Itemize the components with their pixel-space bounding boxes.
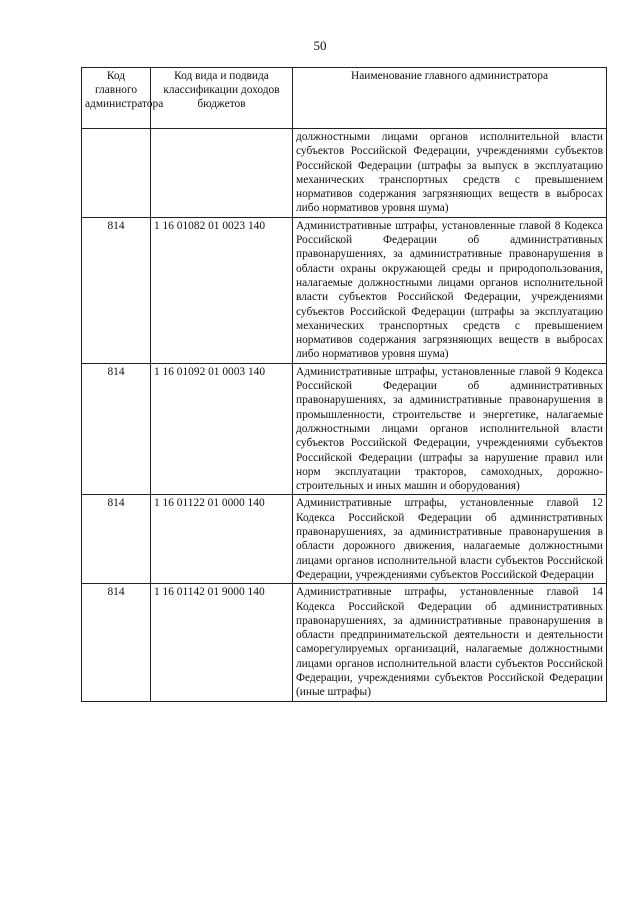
row-admin-code: 814 [82, 363, 151, 495]
row-income-code: 1 16 01092 01 0003 140 [151, 363, 293, 495]
header-admin-code: Код главного администратора [82, 68, 151, 129]
row-admin-name: Административные штрафы, установленные главой 12 Кодекса Российской Федерации об административных правонарушениях, за административные правонарушения в области дорожного движения, налагаемые должностными лицами органов исполнительной власти субъектов Российской Федерации, учреждениями субъектов Российской Федерации [293, 495, 607, 584]
row-income-code [151, 129, 293, 218]
row-admin-code: 814 [82, 495, 151, 584]
table-row [82, 495, 607, 584]
table-row [82, 584, 607, 701]
header-row [82, 68, 607, 129]
row-admin-name: Административные штрафы, установленные главой 14 Кодекса Российской Федерации об административных правонарушениях, за административные правонарушения в области предпринимательской деятельности и деятельности саморегулируемых организаций, налагаемые должностными лицами органов исполнительной власти субъектов Российской Федерации, учреждениями субъектов Российской Федерации (иные штрафы) [293, 584, 607, 701]
row-admin-name: Административные штрафы, установленные главой 9 Кодекса Российской Федерации об административных правонарушениях, за административные правонарушения в промышленности, строительстве и энергетике, налагаемые должностными лицами органов исполнительной власти субъектов Российской Федерации, учреждениями субъектов Российской Федерации (штрафы за нарушение правил или норм эксплуатации тракторов, самоходных, дорожно-строительных и иных машин и оборудования) [293, 363, 607, 495]
table-row [82, 217, 607, 363]
header-income-code: Код вида и подвида классификации доходов бюджетов [151, 68, 293, 129]
table-row [82, 129, 607, 218]
row-admin-name: должностными лицами органов исполнительной власти субъектов Российской Федерации, учреждениями субъектов Российской Федерации (штрафы за выпуск в эксплуатацию механических транспортных средств с превышением нормативов содержания загрязняющих веществ в выбросах либо нормативов уровня шума) [293, 129, 607, 218]
page-number: 50 [313, 38, 327, 53]
row-income-code: 1 16 01142 01 9000 140 [151, 584, 293, 701]
row-income-code: 1 16 01122 01 0000 140 [151, 495, 293, 584]
table-row [82, 363, 607, 495]
income-admin-table [81, 67, 607, 702]
row-income-code: 1 16 01082 01 0023 140 [151, 217, 293, 363]
table-body [82, 129, 607, 702]
row-admin-name: Административные штрафы, установленные главой 8 Кодекса Российской Федерации об административных правонарушениях, за административные правонарушения в области охраны окружающей среды и природопользования, налагаемые должностными лицами органов исполнительной власти субъектов Российской Федерации, учреждениями субъектов Российской Федерации (штрафы за эксплуатацию механических транспортных средств с превышением нормативов содержания загрязняющих веществ в выбросах либо нормативов уровня шума) [293, 217, 607, 363]
table-header [82, 68, 607, 129]
row-admin-code: 814 [82, 584, 151, 701]
row-admin-code [82, 129, 151, 218]
header-admin-name: Наименование главного администратора [293, 68, 607, 129]
row-admin-code: 814 [82, 217, 151, 363]
